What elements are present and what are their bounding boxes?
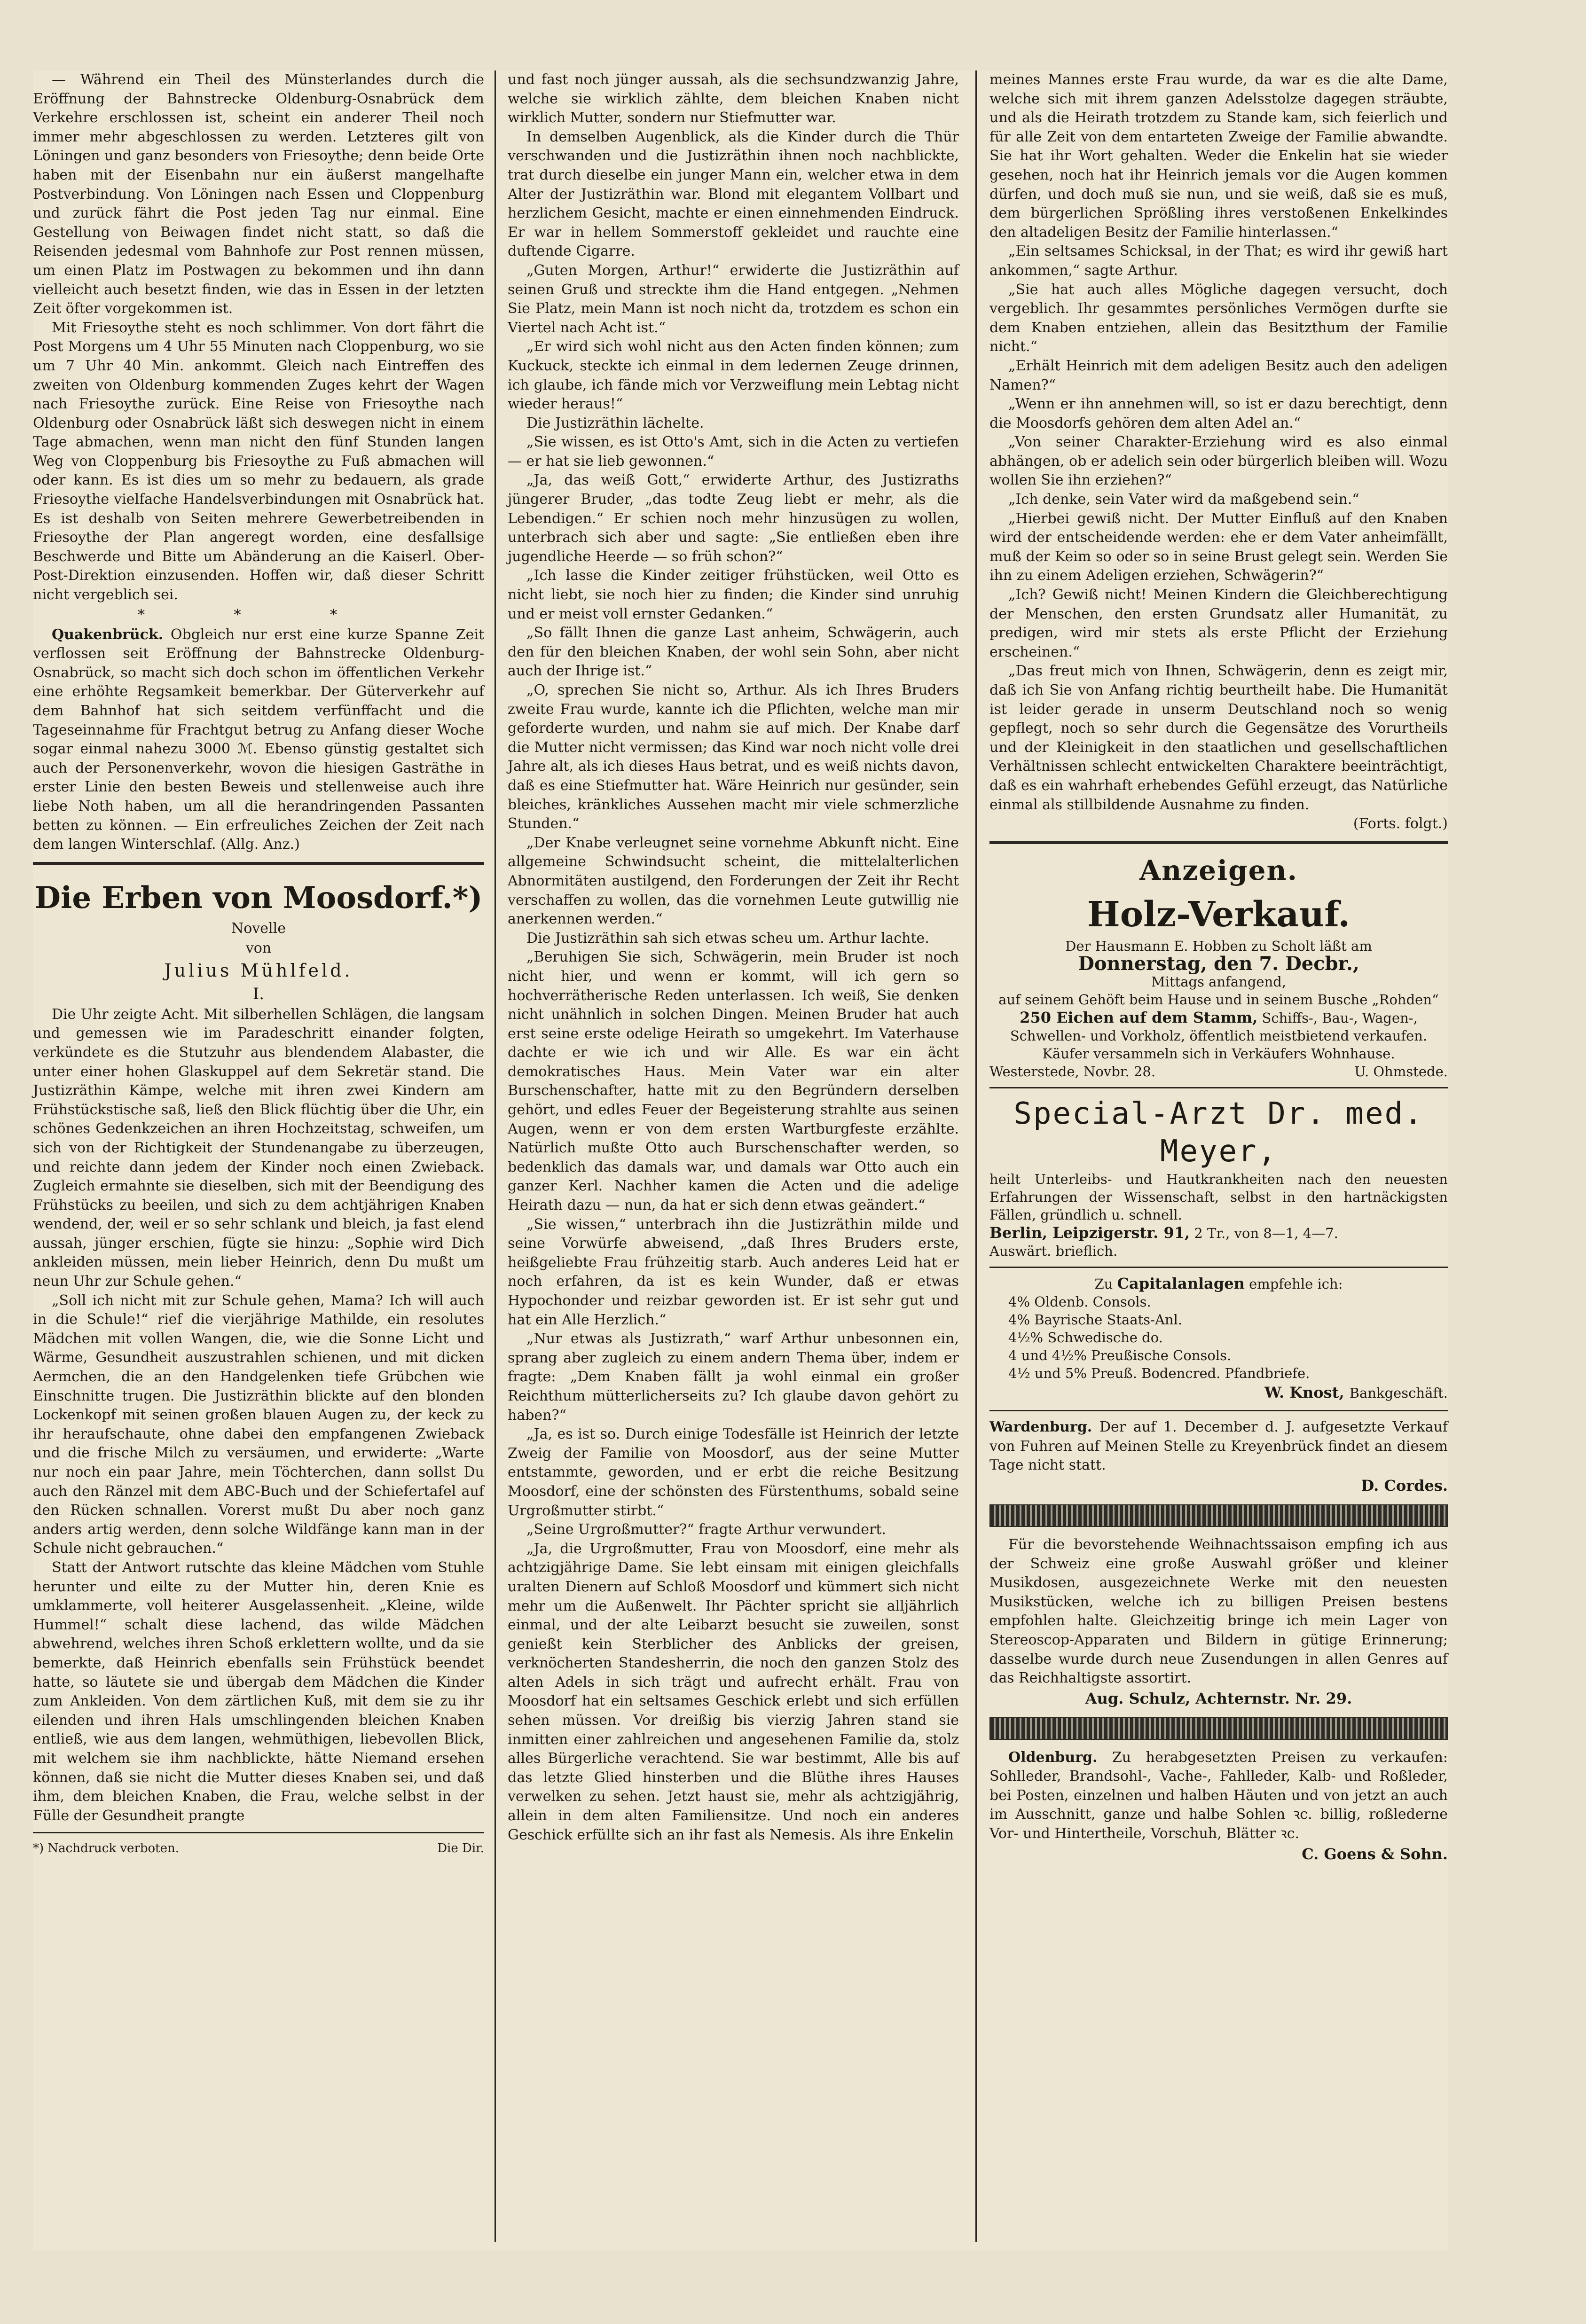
novel-paragraph: „Ich lasse die Kinder zeitiger frühstücken, weil Otto es nicht liebt, sie noch hier zu finden; die Kinder sind unruhig und er meist voll ernster Gedanken.“ — [508, 567, 959, 622]
ad-text — [989, 1009, 1448, 1045]
ad-text: Auswärt. brieflich. — [989, 1243, 1118, 1260]
novel-paragraph: „Sie hat auch alles Mögliche dagegen versucht, doch vergeblich. Ihr gesammtes persönliches Vermögen durfte sie dem Knaben entziehen, allein das Besitzthum der Familie nicht.“ — [989, 281, 1448, 355]
ad-text-inline: empfehle ich: — [1249, 1276, 1343, 1292]
ad-text: heilt Unterleibs- und Hautkrankheiten nach den neuesten Erfahrungen der Wissenschaft, selbst in den hartnäckigsten Fällen, gründlich u. schnell. — [989, 1171, 1448, 1223]
footnote-text: *) Nachdruck verboten. — [33, 1841, 180, 1856]
ad-title: Holz-Verkauf. — [1087, 894, 1350, 935]
novel-paragraph: „Sie wissen,“ unterbrach ihn die Justizräthin milde und seine Vorwürfe abweisend, „daß Ihres Bruders erste, heißgeliebte Frau frühzeitig starb. Auch anderes Leid hat er noch erfahren, da ist es kein Wunder, daß er etwas Hypochonder und reizbar geworden ist. Er ist sehr gut und hat ein Alle Herzlich.“ — [508, 1216, 959, 1328]
ad-divider — [989, 1267, 1448, 1268]
ad-divider — [989, 1410, 1448, 1411]
novel-paragraph: „Ja, das weiß Gott,“ erwiderte Arthur, des Justizraths jüngerer Bruder, „das todte Zeug liebt er mehr, als die Lebendigen.“ Er schien noch mehr hinzusügen zu wollen, unterbrach sich aber und sagte: „Sie entließen eben ihre jugendliche Heerde — so früh schon?“ — [508, 472, 959, 565]
ad-wardenburg — [989, 1418, 1448, 1496]
article-muensterland: — Während ein Theil des Münsterlandes durch die Eröffnung der Bahnstrecke Oldenburg-Osnabrück dem Verkehre erschlossen ist, scheint ein anderer Theil noch immer mehr abgeschlossen zu werden. Letzteres gilt von Löningen und ganz besonders von Friesoythe; denn beide Orte haben mit der Eisenbahn nur ein äußerst mangelhafte Postverbindung. Von Löningen nach Essen und Cloppenburg und zurück fährt die Post jeden Tag nur einmal. Eine Gestellung von Beiwagen findet nicht statt, so daß die Reisenden jedesmal vom Bahnhofe zur Post rennen müssen, um einen Platz im Postwagen zu bekommen und ihn dann vielleicht auch besetzt finden, wie das in Essen in der letzten Zeit öfter vorgekommen ist. — [33, 71, 484, 317]
ad-address-rest: 2 Tr., von 8—1, 4—7. — [1190, 1225, 1338, 1242]
novel-paragraph: „Ja, es ist so. Durch einige Todesfälle ist Heinrich der letzte Zweig der Familie von Moosdorf, aus der seine Mutter entstammte, geworden, und er erbt die reiche Besitzung Moosdorf, eine der schönsten des Fürstenthums, sobald seine Urgroßmutter stirbt.“ — [508, 1426, 959, 1519]
ad-divider — [989, 1087, 1448, 1088]
ad-dateline: Wardenburg. — [989, 1419, 1092, 1436]
stock-item: 4½% Schwedische do. — [1008, 1330, 1163, 1346]
column-rule — [495, 70, 496, 2242]
ad-address — [989, 1224, 1448, 1242]
ad-signature-name: W. Knost, — [1264, 1384, 1344, 1402]
ad-dateline: Oldenburg. — [1008, 1749, 1098, 1766]
ad-date: Donnerstag, den 7. Decbr., — [1078, 953, 1359, 975]
novel-paragraph: „Hierbei gewiß nicht. Der Mutter Einfluß auf den Knaben wird der entscheidende werden: ehe er dem Vater anheimfällt, muß der Keim so oder so in seine Brust gelegt sein. Werden Sie ihn zu einem Adeligen erziehen, Schwägerin?“ — [989, 510, 1448, 584]
novel-paragraph: Die Uhr zeigte Acht. Mit silberhellen Schlägen, die langsam und gemessen wie im Paradeschritt einander folgten, verkündete es die Stutzuhr aus blendendem Alabaster, die unter einer hohen Glaskuppel auf dem Sekretär stand. Die Justizräthin Kämpe, welche mit ihren zwei Kindern am Frühstückstische saß, ließ den Blick flüchtig über die Uhr, ein schönes Gedenkzeichen an ihren Hochzeitstag, schweifen, um sich von der Richtigkeit der Stundenangabe zu überzeugen, und reichte dann jedem der Kinder noch einen Zwieback. Zugleich ermahnte sie dieselben, sich mit der Beendigung des Frühstücks zu beeilen, und sich zu dem achtjährigen Knaben wendend, der, weil er so sehr schlank und bleich, ja fast elend aussah, jünger erschien, fügte sie hinzu: „Sophie wird Dich ankleiden müssen, mein lieber Heinrich, denn Du mußt um neun Uhr zur Schule gehen.“ — [33, 1006, 484, 1290]
novel-paragraph: „Erhält Heinrich mit dem adeligen Besitz auch den adeligen Namen?“ — [989, 357, 1448, 393]
ad-signature — [989, 1382, 1448, 1403]
ad-signature: D. Cordes. — [1361, 1476, 1448, 1495]
column-left — [33, 70, 484, 1857]
ad-signature-title: Bankgeschäft. — [1349, 1385, 1448, 1401]
novel-paragraph: Die Justizräthin lächelte. — [526, 415, 704, 431]
article-friesoythe: Mit Friesoythe steht es noch schlimmer. Von dort fährt die Post Morgens um 4 Uhr 55 Minuten nach Cloppenburg, wo sie um 7 Uhr 40 Min. ankommt. Gleich nach Eintreffen des zweiten von Oldenburg kommenden Zuges kehrt der Wagen nach Friesoythe zurück. Eine Reise von Friesoythe nach Oldenburg oder Osnabrück läßt sich deswegen nicht in einem Tage abmachen, wenn man nicht den fünf Stunden langen Weg von Cloppenburg bis Friesoythe zu Fuß abmachen will oder kann. Es ist dies um so mehr zu bedauern, als grade Friesoythe vielfache Handelsverbindungen mit Osnabrück hat. Es ist deshalb von Seiten mehrere Gewerbetreibenden in Friesoythe der Plan angeregt worden, eine desfallsige Beschwerde und Bitte um Abänderung an die Kaiserl. Ober-Post-Direktion einzusenden. Hoffen wir, daß dieser Schritt nicht vergeblich sei. — [33, 319, 484, 603]
novel-paragraph: Die Justizräthin sah sich etwas scheu um. Arthur lachte. — [526, 930, 929, 947]
novel-paragraph: „Der Knabe verleugnet seine vornehme Abkunft nicht. Eine allgemeine Schwindsucht scheint, die mittelalterlichen Abnormitäten austilgend, den Forderungen der Zeit ihr Recht verschaffen zu wollen, das die vornehmen Leute gutwillig nie anerkennen werden.“ — [508, 834, 959, 928]
ad-text-inline: Schiffs-, Bau-, Wagen-, Schwellen- und Vorkholz, öffentlich meistbietend verkaufen. — [1010, 1010, 1428, 1044]
ad-text: auf seinem Gehöft beim Hause und in seinem Busche „Rohden“ — [998, 992, 1439, 1008]
novel-title: Die Erben von Moosdorf.*) — [34, 880, 483, 916]
novel-von: von — [245, 939, 272, 956]
novel-paragraph: In demselben Augenblick, als die Kinder durch die Thür verschwanden und die Justizräthin ihnen noch nachblickte, trat durch dieselbe ein junger Mann ein, welcher etwa in dem Alter der Justizräthin war. Blond mit elegantem Vollbart und herzlichem Gesicht, machte er einen einnehmenden Eindruck. Er war in hellem Sommerstoff gekleidet und rauchte eine duftende Cigarre. — [508, 128, 959, 260]
ad-goens — [989, 1748, 1448, 1864]
ornamental-band — [989, 1504, 1448, 1527]
footnote — [33, 1840, 484, 1857]
novel-paragraph: „Seine Urgroßmutter?“ fragte Arthur verwundert. — [526, 1521, 886, 1538]
novel-paragraph: „Ich denke, sein Vater wird da maßgebend sein.“ — [1008, 491, 1359, 508]
ad-place: Westerstede, Novbr. 28. — [989, 1064, 1156, 1080]
ad-text-inline: Der auf 1. December d. J. aufgesetzte Verkauf von Fuhren auf Meinen Stelle zu Kreyenbrück findet an diesem Tage nicht statt. — [989, 1419, 1448, 1474]
ad-intro — [989, 1275, 1448, 1293]
ad-signature: Aug. Schulz, Achternstr. Nr. 29. — [1085, 1689, 1352, 1707]
continued-note: (Forts. folgt.) — [1353, 815, 1448, 832]
column-middle — [508, 70, 959, 1845]
section-divider — [33, 862, 484, 865]
novel-paragraph: und fast noch jünger aussah, als die sechsundzwanzig Jahre, welche sie wirklich zählte, dem bleichen Knaben nicht wirklich Mutter, sondern nur Stiefmutter war. — [508, 71, 959, 126]
ad-text: Für die bevorstehende Weihnachtssaison empfing ich aus der Schweiz eine große Auswahl größer und kleiner Musikdosen, ausgezeichnete Werke mit den neuesten Musikstücken, welche ich zu billigen Preisen bestens empfohlen halte. Gleichzeitig bringe ich mein Lager von Stereoscop-Apparaten und Bildern in gütige Erinnerung; dasselbe wurde durch neue Zusendungen in allen Genres auf das Reichhaltigste assortirt. — [989, 1536, 1448, 1687]
novel-paragraph: „So fällt Ihnen die ganze Last anheim, Schwägerin, auch den für den bleichen Knaben, der wohl sein Sohn, aber nicht auch der Ihrige ist.“ — [508, 625, 959, 680]
novel-paragraph: „Wenn er ihn annehmen will, so ist er dazu berechtigt, denn die Moosdorfs gehören dem alten Adel an.“ — [989, 396, 1448, 431]
ad-text: Der Hausmann E. Hobben zu Scholt läßt am — [1065, 938, 1372, 955]
dateline-quakenbrueck: Quakenbrück. — [52, 626, 164, 643]
novel-paragraph: „Er wird sich wohl nicht aus den Acten finden können; zum Kuckuck, steckte ich einmal in dem ledernen Zeuge drinnen, ich glaube, ich fände mich vor Verzweiflung mein Lebtag nicht wieder heraus!“ — [508, 338, 959, 413]
novel-paragraph: Statt der Antwort rutschte das kleine Mädchen vom Stuhle herunter und eilte zu der Mutter hin, deren Knie es umklammerte, voll heiterer Ausgelassenheit. „Kleine, wilde Hummel!“ schalt diese lachend, das wilde Mädchen abwehrend, welches ihren Schoß erklettern wollte, und da sie bemerkte, daß Heinrich ebenfalls sein Frühstück beendet hatte, so läutete sie und übergab dem Mädchen die Kinder zum Ankleiden. Von dem zärtlichen Kuß, mit dem sie zu ihr eilenden und ihren Hals umschlingenden bleichen Knaben entließ, wie aus dem langen, wehmüthigen, liebevollen Blick, mit welchem sie ihm nachblickte, hätte Niemand ersehen können, daß sie nicht die Mutter dieses Knaben sei, und daß ihm, dem bleichen Knaben, die Frau, welche selbst in der Fülle der Gesundheit prangte — [33, 1559, 484, 1824]
footnote-catchword: Die Dir. — [437, 1841, 484, 1856]
novel-paragraph: „O, sprechen Sie nicht so, Arthur. Als ich Ihres Bruders zweite Frau wurde, kannte ich die Pflichten, welche man mir geforderte wurden, und nahm sie auf mich. Der Knabe darf die Mutter nicht vermissen; das Kind war noch nicht volle drei Jahre alt, als ich dieses Haus betrat, und es weiß nichts davon, daß es eine Stiefmutter hat. Wäre Heinrich nur gesünder, sein bleiches, kränkliches Aussehen macht mir viele schmerzliche Stunden.“ — [508, 682, 959, 832]
ad-title: Special-Arzt Dr. med. Meyer, — [1013, 1096, 1424, 1169]
section-divider — [989, 841, 1448, 844]
quakenbrueck-text: Obgleich nur erst eine kurze Spanne Zeit verflossen seit Eröffnung der Bahnstrecke Oldenburg-Osnabrück, so macht sich doch schon im öffentlichen Verkehr eine erhöhte Regsamkeit bemerkbar. Der Güterverkehr auf dem Bahnhof hat sich seitdem verfünffacht und die Tageseinnahme für Frachtgut betrug zu Anfang dieser Woche sogar einmal nahezu 3000 ℳ. Ebenso günstig gestaltet sich auch der Personenverkehr, wovon die hiesigen Gasträthe in erster Linie den besten Beweis und stellenweise auch ihre liebe Noth haben, um all die herandringenden Passanten betten zu können. — Ein erfreuliches Zeichen der Zeit nach dem langen Winterschlaf. (Allg. Anz.) — [33, 626, 484, 853]
ad-special-arzt — [989, 1095, 1448, 1260]
ad-capitalanlagen — [989, 1275, 1448, 1403]
novel-paragraph: „Guten Morgen, Arthur!“ erwiderte die Justizräthin auf seinen Gruß und streckte ihm die Hand entgegen. „Nehmen Sie Platz, mein Mann ist noch nicht da, trotzdem es schon ein Viertel nach Acht ist.“ — [508, 262, 959, 336]
column-rule — [975, 70, 977, 2242]
ad-address-bold: Berlin, Leipzigerstr. 91, — [989, 1224, 1190, 1242]
column-right — [989, 70, 1448, 1864]
ad-highlight: Capitalanlagen — [1117, 1275, 1245, 1293]
novel-paragraph: „Ein seltsames Schicksal, in der That; es wird ihr gewiß hart ankommen,“ sagte Arthur. — [989, 243, 1448, 279]
stock-item: 4% Bayrische Staats-Anl. — [1008, 1312, 1183, 1328]
stock-item: 4 und 4½% Preußische Consols. — [1008, 1347, 1232, 1364]
footnote-rule — [33, 1832, 484, 1833]
ad-text-inline: Zu herabgesetzten Preisen zu verkaufen: Sohlleder, Brandsohl-, Vache-, Fahlleder, Kalb- und Roßleder, bei Posten, einzelnen und halben Häuten und von jetzt an auch im Ausschnitt, ganze und halbe Sohlen ꝛc. billig, roßlederne Vor- und Hintertheile, Vorschuh, Blätter ꝛc. — [989, 1749, 1448, 1842]
stock-item: 4½ und 5% Preuß. Bodencred. Pfandbriefe. — [1008, 1365, 1310, 1382]
chapter-number: I. — [252, 984, 265, 1003]
novel-paragraph: „Soll ich nicht mit zur Schule gehen, Mama? Ich will auch in die Schule!“ rief die vierjährige Mathilde, ein resolutes Mädchen mit vollen Wangen, die, wie die Sonne Licht und Wärme, Gesundheit auszustrahlen schienen, und mit dicken Aermchen, die an den Handgelenken tiefe Grübchen wie Einschnitte trugen. Die Justizräthin blickte auf den blonden Lockenkopf mit seinen großen blauen Augen zu, der keck zu ihr heraufschaute, ohne dabei den empfangenen Zwieback und die frische Milch zu versäumen, und erwiderte: „Warte nur noch ein paar Jahre, mein Töchterchen, dann sollst Du auch den Ränzel mit dem ABC-Buch und der Schiefertafel auf den Rücken schnallen. Vorerst mußt Du aber noch ganz anders artig werden, denn solche Wildfänge kann man in der Schule nicht gebrauchen.“ — [33, 1292, 484, 1557]
ad-signature: C. Goens & Sohn. — [1302, 1845, 1448, 1863]
novel-paragraph: „Nur etwas als Justizrath,“ warf Arthur unbesonnen ein, sprang aber zugleich zu einem andern Thema über, indem er fragte: „Dem Knaben fällt ja wohl einmal ein großer Reichthum mütterlicherseits zu? Ich glaube davon gehört zu haben?“ — [508, 1330, 959, 1424]
ad-text — [989, 1748, 1448, 1844]
ad-text: Mittags anfangend, — [1151, 974, 1287, 990]
novel-paragraph: „Ja, die Urgroßmutter, Frau von Moosdorf, eine mehr als achtzigjährige Dame. Sie lebt einsam mit einigen gleichfalls uralten Dienern auf Schloß Moosdorf und kümmert sich nicht mehr um die Außenwelt. Ihr Pächter spricht sie alljährlich einmal, und der alte Leibarzt besucht sie zuweilen, sonst genießt kein Sterblicher des Anblicks der greisen, verknöcherten Standesherrin, die noch den ganzen Stolz des alten Adels in sich trägt und aufrecht erhält. Frau von Moosdorf hat ein seltsames Geschick erlebt und sich erfüllen sehen müssen. Vor dreißig bis vierzig Jahren stand sie inmitten einer zahlreichen und angesehenen Familie da, stolz alles Bürgerliche verachtend. Sie war bestimmt, Alle bis auf das letzte Glied hinsterben und die Blüthe ihres Hauses verwelken zu sehen. Jetzt haust sie, mehr als achtzigjährig, allein in dem alten Familiensitze. Und noch ein anderes Geschick erfüllte sich an ihr fast als Nemesis. Als ihre Enkelin — [508, 1540, 959, 1843]
ornamental-band — [989, 1717, 1448, 1740]
newspaper-page — [33, 70, 1448, 2251]
article-quakenbrueck — [33, 626, 484, 854]
novel-genre: Novelle — [231, 920, 286, 937]
ad-schulz — [989, 1535, 1448, 1709]
ad-footer — [989, 1063, 1448, 1080]
ad-text: Käufer versammeln sich in Verkäufers Wohnhause. — [1042, 1046, 1395, 1062]
ad-text-inline: Zu — [1094, 1276, 1113, 1292]
novel-paragraph: „Ich? Gewiß nicht! Meinen Kindern die Gleichberechtigung der Menschen, den ersten Grundsatz aller Humanität, zu predigen, wird mir stets als erste Pflicht der Erziehung erscheinen.“ — [989, 587, 1448, 660]
ads-heading: Anzeigen. — [1139, 854, 1298, 887]
section-stars: * * * — [137, 606, 380, 623]
novel-paragraph: „Sie wissen, es ist Otto's Amt, sich in die Acten zu vertiefen — er hat sie lieb gewonnen.“ — [508, 434, 959, 469]
stock-item: 4% Oldenb. Consols. — [1008, 1294, 1151, 1310]
ad-highlight: 250 Eichen auf dem Stamm, — [1020, 1009, 1258, 1027]
novel-paragraph: meines Mannes erste Frau wurde, da war es die alte Dame, welche sich mit ihrem ganzen Adelsstolze dagegen sträubte, und als die Heirath trotzdem zu Stande kam, sich feierlich und für alle Zeit von dem entarteten Zweige der Familie abwandte. Sie hat ihr Wort gehalten. Weder die Enkelin hat sie wieder gesehen, noch hat ihr Heinrich jemals vor die Augen kommen dürfen, und doch muß sie nun, und sie weiß, daß sie es muß, dem bürgerlichen Sprößling ihres verstoßenen Enkelkindes den altadeligen Besitz der Familie hinterlassen.“ — [989, 71, 1448, 241]
ad-signature: U. Ohmstede. — [1354, 1064, 1448, 1080]
ad-text — [989, 1418, 1448, 1475]
novel-author: Julius Mühlfeld. — [164, 960, 353, 981]
novel-paragraph: „Das freut mich von Ihnen, Schwägerin, denn es zeigt mir, daß ich Sie von Anfang richtig beurtheilt habe. Die Humanität ist leider gerade in unserm Deutschland noch so wenig gepflegt, noch so sehr durch die Gegensätze des Vorurtheils und der Kleinigkeit in den staatlichen und gesellschaftlichen Verhältnissen schlecht entwickelten Charaktere beeinträchtigt, daß es ein wahrhaft erhebendes Gefühl erzeugt, das Natürliche einmal als stillbildende Ausnahme zu finden. — [989, 663, 1448, 813]
novel-paragraph: „Beruhigen Sie sich, Schwägerin, mein Bruder ist noch nicht hier, und wenn er kommt, will ich gern so hochverrätherische Reden unterlassen. Ich weiß, Sie denken nicht unähnlich in solchen Dingen. Meinen Bruder hat auch erst seine erste odelige Heirath so umgekehrt. Im Vaterhause dachte er wie ich und wir Alle. Es war ein ächt demokratisches Haus. Mein Vater war ein alter Burschenschafter, hatte mit zu den Begründern derselben gehört, und edles Feuer der Begeisterung strahlte aus seinen Augen, wenn er von dem ersten Wartburgfeste erzählte. Natürlich mußte Otto auch Burschenschafter werden, so bedenklich das damals war, und damals war Otto auch ein ganzer Kerl. Nachher kamen die Acten und die adelige Heirath dazu — nun, da hat er sich denn etwas geändert.“ — [508, 949, 959, 1214]
novel-paragraph: „Von seiner Charakter-Erziehung wird es also einmal abhängen, ob er adelich sein oder bürgerlich bleiben will. Wozu wollen Sie ihn erziehen?“ — [989, 434, 1448, 489]
ad-holzverkauf — [989, 892, 1448, 1080]
